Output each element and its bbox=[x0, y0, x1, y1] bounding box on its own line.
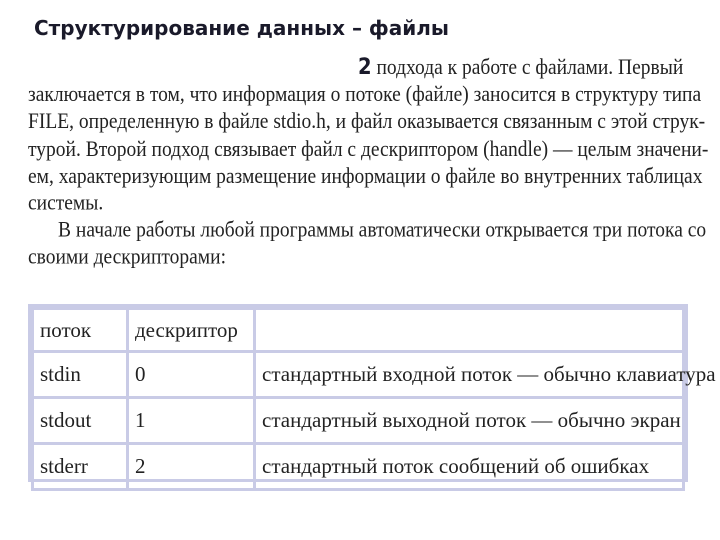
text-line bbox=[28, 54, 692, 82]
text-line: FILE, определенную в файле stdio.h, и файл оказывается связанным с этой струк- bbox=[28, 110, 706, 134]
approach-count: 2 bbox=[358, 54, 372, 80]
cell-stream: stdin bbox=[33, 352, 128, 398]
cell-description: стандартный выходной поток — обычно экран bbox=[255, 398, 684, 444]
text-line: системы. bbox=[28, 191, 104, 216]
table-row bbox=[33, 352, 684, 398]
header-stream: поток bbox=[33, 309, 128, 352]
header-description bbox=[255, 309, 684, 352]
text-line-content: подхода к работе с файлами. Первый bbox=[376, 56, 684, 80]
text-line: турой. Второй подход связывает файл с дескриптором (handle) — целым значени- bbox=[28, 137, 709, 162]
scanned-paragraph bbox=[28, 54, 709, 272]
text-line: В начале работы любой программы автоматически открывается три потока со bbox=[58, 218, 707, 243]
streams-table bbox=[28, 304, 716, 482]
cell-descriptor: 1 bbox=[128, 398, 255, 444]
header-descriptor: дескриптор bbox=[128, 309, 255, 352]
table-row bbox=[33, 398, 684, 444]
table-header-row bbox=[33, 309, 684, 352]
text-line: ем, характеризующим размещение информации о файле во внутренних таблицах bbox=[28, 164, 703, 189]
text-line: заключается в том, что информация о потоке (файле) заносится в структуру типа bbox=[28, 83, 702, 107]
cell-stream: stdout bbox=[33, 398, 128, 444]
cell-description: стандартный входной поток — обычно клавиатура bbox=[255, 352, 684, 398]
cell-stream: stderr bbox=[33, 444, 128, 490]
slide-title: Структурирование данных – файлы bbox=[34, 16, 450, 40]
streams-table-grid bbox=[31, 307, 716, 491]
cell-descriptor: 2 bbox=[128, 444, 255, 490]
text-line: своими дескрипторами: bbox=[28, 245, 226, 270]
cell-descriptor: 0 bbox=[128, 352, 255, 398]
table-row bbox=[33, 444, 684, 490]
cell-description: стандартный поток сообщений об ошибках bbox=[255, 444, 684, 490]
